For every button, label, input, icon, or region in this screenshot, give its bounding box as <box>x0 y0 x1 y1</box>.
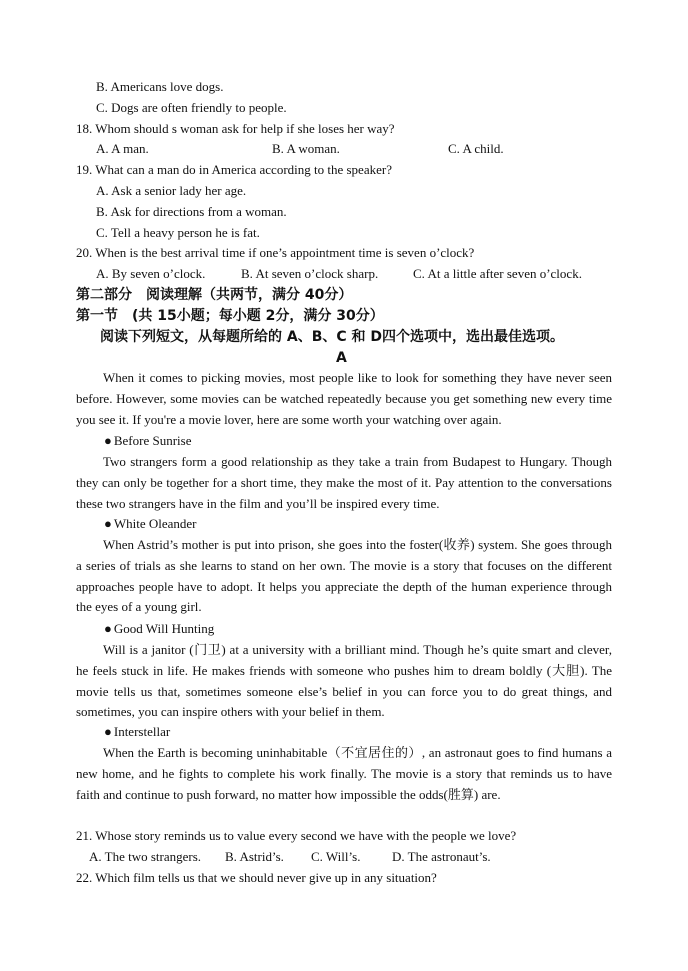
section-title: 第一节 (共 15小题；每小题 2分，满分 30分） <box>76 308 384 324</box>
q20-option-c: C. At a little after seven o’clock. <box>413 266 582 281</box>
q18-stem: 18. Whom should s woman ask for help if she loses her way? <box>76 121 395 136</box>
q19-option-b: B. Ask for directions from a woman. <box>96 204 287 219</box>
instruction: 阅读下列短文，从每题所给的 A、B、C 和 D四个选项中，选出最佳选项。 <box>100 329 565 345</box>
part-title: 第二部分 阅读理解（共两节，满分 40分） <box>76 287 353 303</box>
q19-option-c: C. Tell a heavy person he is fat. <box>96 225 260 240</box>
movie-title-white-oleander: ● White Oleander <box>104 515 197 532</box>
q21-option-a: A. The two strangers. <box>89 849 202 864</box>
q19-stem: 19. What can a man do in America according to the speaker? <box>76 162 392 177</box>
q18-option-b: B. A woman. <box>272 141 340 156</box>
q18-option-a: A. A man. <box>96 141 149 156</box>
q20-option-b: B. At seven o’clock sharp. <box>241 266 379 281</box>
movie-text-interstellar: When the Earth is becoming uninhabitable（不宜居住的）, an astronaut goes to find humans a new home, and he fights to complete his work finally. The movie is a story that reminds us to have faith and continue to push forward, no matter how impossible the odds(胜算) are. <box>76 745 612 802</box>
passage-intro: When it comes to picking movies, most people like to look for something they have never seen before. However, some movies can be watched repeatedly because you get something new every time you see it. If you're a movie lover, here are some worth your watching over again. <box>76 370 612 427</box>
q18-option-c: C. A child. <box>448 141 504 156</box>
passage-label: A <box>336 350 347 366</box>
q17-option-b: B. Americans love dogs. <box>96 79 224 94</box>
movie-title-interstellar: ● Interstellar <box>104 723 170 740</box>
q19-option-a: A. Ask a senior lady her age. <box>96 183 247 198</box>
q21-option-b: B. Astrid’s. <box>225 849 284 864</box>
q20-option-a: A. By seven o’clock. <box>96 266 206 281</box>
movie-text-good-will-hunting: Will is a janitor (门卫) at a university with a brilliant mind. Though he’s quite smart and clever, he feels stuck in life. He makes friends with someone who pushes him to dream boldly (大胆). The movie tells us that, sometimes someone else’s belief in you can force you to do great things, and sometimes, you can inspire others with your belief in them. <box>76 642 612 720</box>
movie-title-before-sunrise: ● Before Sunrise <box>104 432 191 449</box>
movie-title-good-will-hunting: ● Good Will Hunting <box>104 620 214 637</box>
q22-stem: 22. Which film tells us that we should never give up in any situation? <box>76 870 437 885</box>
q17-option-c: C. Dogs are often friendly to people. <box>96 100 287 115</box>
movie-text-before-sunrise: Two strangers form a good relationship as they take a train from Budapest to Hungary. Though they can only be together for a short time, they make the most of it. Pay attention to the conversations these two strangers have in the film and you’ll be inspired every time. <box>76 454 612 511</box>
q20-stem: 20. When is the best arrival time if one’s appointment time is seven o’clock? <box>76 245 475 260</box>
movie-text-white-oleander: When Astrid’s mother is put into prison, she goes into the foster(收养) system. She goes through a series of trials as she learns to stand on her own. The movie is a story that focuses on the different approaches people have to adopt. It helps you appreciate the depth of the human experience through the eyes of a young girl. <box>76 537 612 615</box>
q21-stem: 21. Whose story reminds us to value every second we have with the people we love? <box>76 828 517 843</box>
q21-option-c: C. Will’s. <box>311 849 361 864</box>
q21-option-d: D. The astronaut’s. <box>392 849 491 864</box>
